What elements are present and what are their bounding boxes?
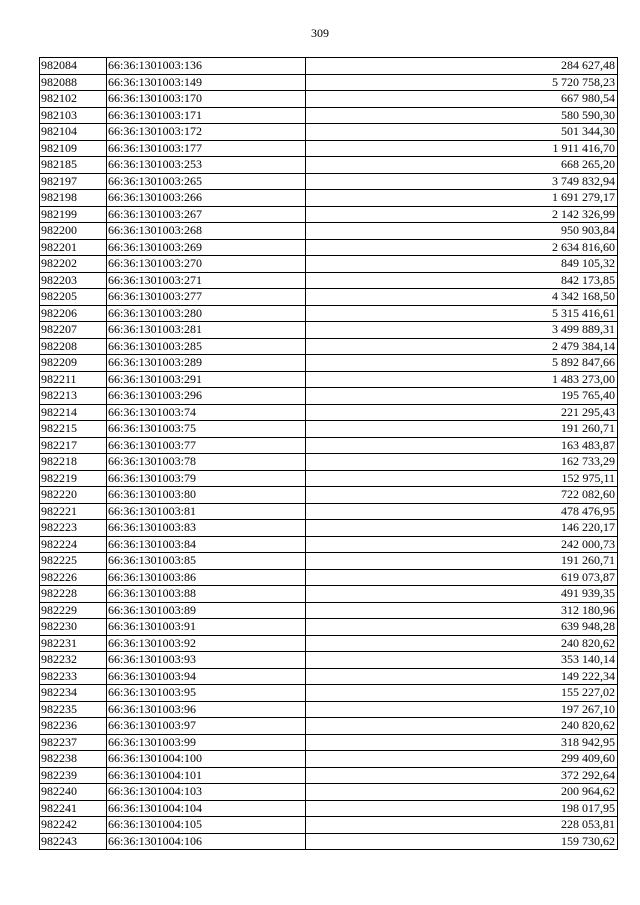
cadastral-number-cell: 66:36:1301003:280 <box>107 305 306 322</box>
table-row <box>40 305 618 322</box>
cadastral-number-cell: 66:36:1301003:94 <box>107 668 306 685</box>
cadastral-number-cell: 66:36:1301003:177 <box>107 140 306 157</box>
record-number-cell: 982219 <box>40 470 107 487</box>
cadastral-value-cell: 149 222,34 <box>306 668 618 685</box>
table-row <box>40 833 618 850</box>
cadastral-number-cell: 66:36:1301003:92 <box>107 635 306 652</box>
table-row <box>40 470 618 487</box>
cadastral-number-cell: 66:36:1301003:78 <box>107 454 306 471</box>
cadastral-value-cell: 155 227,02 <box>306 685 618 702</box>
table-row <box>40 536 618 553</box>
cadastral-value-cell: 501 344,30 <box>306 124 618 141</box>
cadastral-value-cell: 5 315 416,61 <box>306 305 618 322</box>
cadastral-value-cell: 1 483 273,00 <box>306 371 618 388</box>
cadastral-number-cell: 66:36:1301003:268 <box>107 223 306 240</box>
cadastral-number-cell: 66:36:1301003:91 <box>107 619 306 636</box>
table-row <box>40 256 618 273</box>
record-number-cell: 982084 <box>40 58 107 75</box>
cadastral-number-cell: 66:36:1301003:171 <box>107 107 306 124</box>
record-number-cell: 982208 <box>40 338 107 355</box>
record-number-cell: 982199 <box>40 206 107 223</box>
cadastral-value-cell: 191 260,71 <box>306 421 618 438</box>
table-row <box>40 602 618 619</box>
cadastral-number-cell: 66:36:1301003:75 <box>107 421 306 438</box>
record-number-cell: 982223 <box>40 520 107 537</box>
cadastral-number-cell: 66:36:1301003:172 <box>107 124 306 141</box>
cadastral-value-cell: 200 964,62 <box>306 784 618 801</box>
cadastral-number-cell: 66:36:1301003:253 <box>107 157 306 174</box>
table-row <box>40 190 618 207</box>
record-number-cell: 982203 <box>40 272 107 289</box>
table-row <box>40 140 618 157</box>
cadastral-value-cell: 667 980,54 <box>306 91 618 108</box>
cadastral-value-cell: 2 634 816,60 <box>306 239 618 256</box>
table-row <box>40 487 618 504</box>
record-number-cell: 982211 <box>40 371 107 388</box>
table-row <box>40 74 618 91</box>
cadastral-number-cell: 66:36:1301003:80 <box>107 487 306 504</box>
record-number-cell: 982240 <box>40 784 107 801</box>
record-number-cell: 982221 <box>40 503 107 520</box>
cadastral-value-cell: 163 483,87 <box>306 437 618 454</box>
cadastral-value-cell: 478 476,95 <box>306 503 618 520</box>
cadastral-value-cell: 639 948,28 <box>306 619 618 636</box>
cadastral-value-cell: 1 691 279,17 <box>306 190 618 207</box>
table-row <box>40 322 618 339</box>
page-number: 309 <box>311 26 329 40</box>
cadastral-number-cell: 66:36:1301003:265 <box>107 173 306 190</box>
cadastral-number-cell: 66:36:1301003:89 <box>107 602 306 619</box>
cadastral-number-cell: 66:36:1301003:74 <box>107 404 306 421</box>
table-row <box>40 206 618 223</box>
cadastral-number-cell: 66:36:1301003:266 <box>107 190 306 207</box>
cadastral-value-cell: 3 499 889,31 <box>306 322 618 339</box>
cadastral-value-cell: 312 180,96 <box>306 602 618 619</box>
cadastral-value-cell: 284 627,48 <box>306 58 618 75</box>
cadastral-value-cell: 240 820,62 <box>306 718 618 735</box>
cadastral-number-cell: 66:36:1301003:270 <box>107 256 306 273</box>
table-row <box>40 371 618 388</box>
registry-table <box>39 57 618 850</box>
record-number-cell: 982207 <box>40 322 107 339</box>
table-row <box>40 223 618 240</box>
record-number-cell: 982206 <box>40 305 107 322</box>
cadastral-number-cell: 66:36:1301003:136 <box>107 58 306 75</box>
registry-table-body <box>40 58 618 850</box>
table-row <box>40 817 618 834</box>
cadastral-number-cell: 66:36:1301003:267 <box>107 206 306 223</box>
record-number-cell: 982209 <box>40 355 107 372</box>
record-number-cell: 982200 <box>40 223 107 240</box>
record-number-cell: 982228 <box>40 586 107 603</box>
cadastral-value-cell: 3 749 832,94 <box>306 173 618 190</box>
cadastral-value-cell: 197 267,10 <box>306 701 618 718</box>
cadastral-number-cell: 66:36:1301003:170 <box>107 91 306 108</box>
cadastral-value-cell: 191 260,71 <box>306 553 618 570</box>
table-row <box>40 668 618 685</box>
record-number-cell: 982242 <box>40 817 107 834</box>
cadastral-value-cell: 162 733,29 <box>306 454 618 471</box>
cadastral-number-cell: 66:36:1301004:104 <box>107 800 306 817</box>
record-number-cell: 982238 <box>40 751 107 768</box>
record-number-cell: 982220 <box>40 487 107 504</box>
cadastral-number-cell: 66:36:1301003:269 <box>107 239 306 256</box>
record-number-cell: 982239 <box>40 767 107 784</box>
record-number-cell: 982205 <box>40 289 107 306</box>
cadastral-value-cell: 491 939,35 <box>306 586 618 603</box>
cadastral-value-cell: 849 105,32 <box>306 256 618 273</box>
table-row <box>40 454 618 471</box>
record-number-cell: 982217 <box>40 437 107 454</box>
record-number-cell: 982230 <box>40 619 107 636</box>
record-number-cell: 982233 <box>40 668 107 685</box>
cadastral-number-cell: 66:36:1301004:105 <box>107 817 306 834</box>
record-number-cell: 982232 <box>40 652 107 669</box>
table-row <box>40 421 618 438</box>
cadastral-value-cell: 722 082,60 <box>306 487 618 504</box>
cadastral-value-cell: 842 173,85 <box>306 272 618 289</box>
cadastral-value-cell: 619 073,87 <box>306 569 618 586</box>
record-number-cell: 982241 <box>40 800 107 817</box>
cadastral-value-cell: 5 720 758,23 <box>306 74 618 91</box>
cadastral-value-cell: 159 730,62 <box>306 833 618 850</box>
cadastral-number-cell: 66:36:1301003:296 <box>107 388 306 405</box>
table-row <box>40 107 618 124</box>
table-row <box>40 503 618 520</box>
cadastral-value-cell: 240 820,62 <box>306 635 618 652</box>
table-row <box>40 91 618 108</box>
table-row <box>40 272 618 289</box>
cadastral-number-cell: 66:36:1301004:103 <box>107 784 306 801</box>
table-row <box>40 239 618 256</box>
cadastral-value-cell: 152 975,11 <box>306 470 618 487</box>
cadastral-number-cell: 66:36:1301003:99 <box>107 734 306 751</box>
record-number-cell: 982234 <box>40 685 107 702</box>
table-row <box>40 338 618 355</box>
table-row <box>40 355 618 372</box>
cadastral-value-cell: 228 053,81 <box>306 817 618 834</box>
cadastral-value-cell: 318 942,95 <box>306 734 618 751</box>
cadastral-number-cell: 66:36:1301003:81 <box>107 503 306 520</box>
table-row <box>40 586 618 603</box>
cadastral-value-cell: 2 142 326,99 <box>306 206 618 223</box>
record-number-cell: 982103 <box>40 107 107 124</box>
cadastral-value-cell: 299 409,60 <box>306 751 618 768</box>
table-row <box>40 784 618 801</box>
table-row <box>40 404 618 421</box>
table-row <box>40 685 618 702</box>
cadastral-value-cell: 195 765,40 <box>306 388 618 405</box>
cadastral-value-cell: 668 265,20 <box>306 157 618 174</box>
table-row <box>40 635 618 652</box>
cadastral-value-cell: 1 911 416,70 <box>306 140 618 157</box>
record-number-cell: 982225 <box>40 553 107 570</box>
record-number-cell: 982102 <box>40 91 107 108</box>
cadastral-number-cell: 66:36:1301003:281 <box>107 322 306 339</box>
record-number-cell: 982088 <box>40 74 107 91</box>
record-number-cell: 982236 <box>40 718 107 735</box>
cadastral-number-cell: 66:36:1301003:85 <box>107 553 306 570</box>
cadastral-value-cell: 242 000,73 <box>306 536 618 553</box>
record-number-cell: 982213 <box>40 388 107 405</box>
cadastral-value-cell: 4 342 168,50 <box>306 289 618 306</box>
cadastral-number-cell: 66:36:1301003:271 <box>107 272 306 289</box>
record-number-cell: 982214 <box>40 404 107 421</box>
cadastral-number-cell: 66:36:1301004:100 <box>107 751 306 768</box>
record-number-cell: 982237 <box>40 734 107 751</box>
cadastral-value-cell: 950 903,84 <box>306 223 618 240</box>
table-row <box>40 734 618 751</box>
table-row <box>40 652 618 669</box>
cadastral-number-cell: 66:36:1301003:88 <box>107 586 306 603</box>
record-number-cell: 982202 <box>40 256 107 273</box>
table-row <box>40 569 618 586</box>
cadastral-number-cell: 66:36:1301003:96 <box>107 701 306 718</box>
cadastral-number-cell: 66:36:1301003:86 <box>107 569 306 586</box>
cadastral-number-cell: 66:36:1301003:289 <box>107 355 306 372</box>
record-number-cell: 982226 <box>40 569 107 586</box>
cadastral-number-cell: 66:36:1301003:97 <box>107 718 306 735</box>
cadastral-value-cell: 221 295,43 <box>306 404 618 421</box>
table-row <box>40 124 618 141</box>
cadastral-number-cell: 66:36:1301003:83 <box>107 520 306 537</box>
record-number-cell: 982218 <box>40 454 107 471</box>
cadastral-value-cell: 580 590,30 <box>306 107 618 124</box>
cadastral-number-cell: 66:36:1301003:79 <box>107 470 306 487</box>
record-number-cell: 982198 <box>40 190 107 207</box>
cadastral-number-cell: 66:36:1301003:285 <box>107 338 306 355</box>
cadastral-number-cell: 66:36:1301003:84 <box>107 536 306 553</box>
cadastral-value-cell: 5 892 847,66 <box>306 355 618 372</box>
record-number-cell: 982231 <box>40 635 107 652</box>
table-row <box>40 388 618 405</box>
record-number-cell: 982215 <box>40 421 107 438</box>
table-row <box>40 800 618 817</box>
cadastral-number-cell: 66:36:1301003:93 <box>107 652 306 669</box>
cadastral-value-cell: 353 140,14 <box>306 652 618 669</box>
record-number-cell: 982243 <box>40 833 107 850</box>
cadastral-number-cell: 66:36:1301003:291 <box>107 371 306 388</box>
cadastral-number-cell: 66:36:1301003:77 <box>107 437 306 454</box>
table-row <box>40 437 618 454</box>
cadastral-number-cell: 66:36:1301003:277 <box>107 289 306 306</box>
record-number-cell: 982201 <box>40 239 107 256</box>
table-row <box>40 767 618 784</box>
table-row <box>40 157 618 174</box>
table-row <box>40 58 618 75</box>
table-row <box>40 520 618 537</box>
record-number-cell: 982185 <box>40 157 107 174</box>
record-number-cell: 982229 <box>40 602 107 619</box>
table-row <box>40 701 618 718</box>
cadastral-number-cell: 66:36:1301003:149 <box>107 74 306 91</box>
cadastral-value-cell: 146 220,17 <box>306 520 618 537</box>
table-row <box>40 553 618 570</box>
cadastral-number-cell: 66:36:1301004:106 <box>107 833 306 850</box>
record-number-cell: 982104 <box>40 124 107 141</box>
cadastral-value-cell: 372 292,64 <box>306 767 618 784</box>
cadastral-number-cell: 66:36:1301004:101 <box>107 767 306 784</box>
cadastral-number-cell: 66:36:1301003:95 <box>107 685 306 702</box>
table-row <box>40 289 618 306</box>
cadastral-value-cell: 2 479 384,14 <box>306 338 618 355</box>
record-number-cell: 982109 <box>40 140 107 157</box>
cadastral-value-cell: 198 017,95 <box>306 800 618 817</box>
table-row <box>40 751 618 768</box>
table-row <box>40 619 618 636</box>
table-row <box>40 173 618 190</box>
record-number-cell: 982235 <box>40 701 107 718</box>
table-row <box>40 718 618 735</box>
record-number-cell: 982197 <box>40 173 107 190</box>
record-number-cell: 982224 <box>40 536 107 553</box>
